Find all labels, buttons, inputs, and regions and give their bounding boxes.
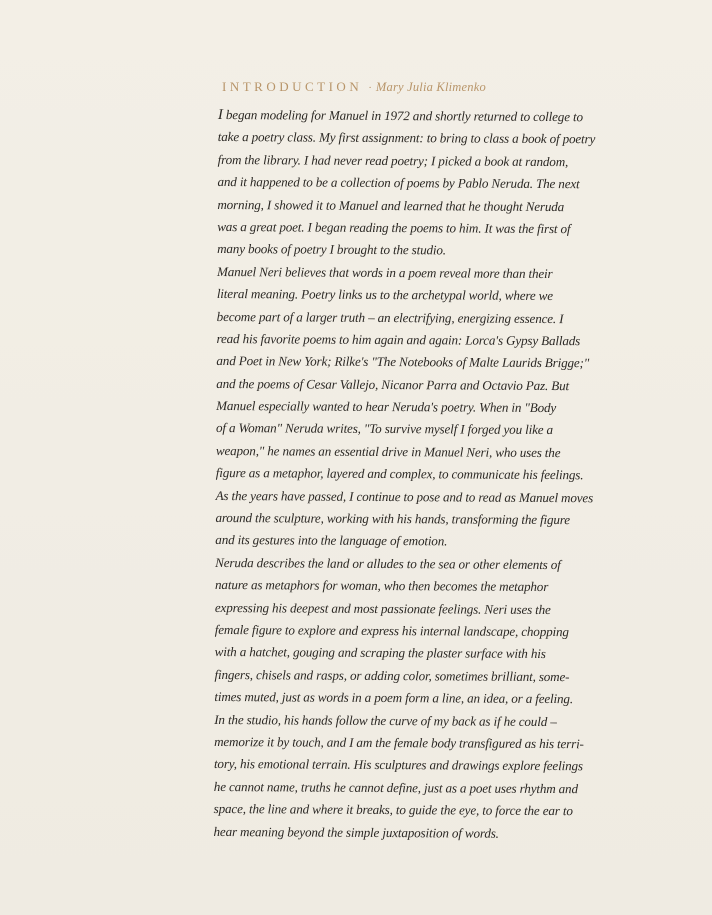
text-line: As the years have passed, I continue to pose and to read as Manuel moves: [215, 487, 594, 505]
text-line: from the library. I had never read poetry; I picked a book at random,: [217, 151, 569, 169]
author-name: Mary Julia Klimenko: [375, 80, 486, 94]
text-line: fingers, chisels and rasps, or adding color, sometimes brilliant, some-: [214, 666, 570, 684]
text-line: and the poems of Cesar Vallejo, Nicanor Parra and Octavio Paz. But: [216, 375, 570, 393]
text-line: literal meaning. Poetry links us to the archetypal world, where we: [216, 286, 553, 304]
text-line: and it happened to be a collection of poems by Pablo Neruda. The next: [217, 174, 580, 192]
text-line: become part of a larger truth – an electrifying, energizing essence. I: [216, 308, 564, 326]
text-line: of a Woman" Neruda writes, "To survive myself I forged you like a: [215, 420, 553, 438]
text-line: hear meaning beyond the simple juxtaposition of words.: [213, 823, 499, 841]
text-line: and Poet in New York; Rilke's "The Notebooks of Malte Laurids Brigge;": [216, 353, 590, 371]
text-line: female figure to explore and express his internal landscape, chopping: [214, 621, 569, 640]
section-title: INTRODUCTION: [222, 79, 363, 94]
text-line: read his favorite poems to him again and again: Lorca's Gypsy Ballads: [216, 330, 581, 349]
text-line: times muted, just as words in a poem form a line, an idea, or a feeling.: [214, 689, 574, 707]
text-line: around the sculpture, working with his hands, transforming the figure: [215, 510, 570, 528]
text-line: and its gestures into the language of emotion.: [215, 532, 448, 549]
text-line: I began modeling for Manuel in 1972 and shortly returned to college to: [217, 106, 583, 125]
text-line: nature as metaphors for woman, who then becomes the metaphor: [215, 577, 549, 595]
page-heading: [222, 79, 486, 95]
text-line: tory, his emotional terrain. His sculptures and drawings explore feelings: [213, 756, 583, 774]
text-line: memorize it by touch, and I am the female body transfigured as his terri-: [214, 733, 584, 752]
text-line: weapon," he names an essential drive in Manuel Neri, who uses the: [215, 442, 561, 460]
text-line: many books of poetry I brought to the studio.: [217, 241, 446, 258]
text-line: expressing his deepest and most passionate feelings. Neri uses the: [214, 599, 551, 617]
text-line: take a poetry class. My first assignment: to bring to class a book of poetry: [217, 129, 596, 147]
text-line: In the studio, his hands follow the curve of my back as if he could –: [214, 711, 557, 729]
text-line: space, the line and where it breaks, to guide the eye, to force the ear to: [213, 801, 573, 819]
text-line: morning, I showed it to Manuel and learned that he thought Neruda: [217, 196, 565, 214]
text-line: figure as a metaphor, layered and complex, to communicate his feelings.: [215, 465, 584, 483]
text-line: he cannot name, truths he cannot define, just as a poet uses rhythm and: [213, 778, 578, 796]
text-line: Manuel especially wanted to hear Neruda's poetry. When in "Body: [216, 398, 557, 416]
text-line: was a great poet. I began reading the poems to him. It was the first of: [217, 218, 571, 237]
calligraphy-text-block: [213, 104, 638, 845]
text-line: Neruda describes the land or alludes to the sea or other elements of: [215, 554, 561, 572]
text-line: with a hatchet, gouging and scraping the plaster surface with his: [214, 644, 546, 662]
heading-separator: ·: [368, 82, 372, 94]
text-line: Manuel Neri believes that words in a poem reveal more than their: [216, 263, 553, 281]
